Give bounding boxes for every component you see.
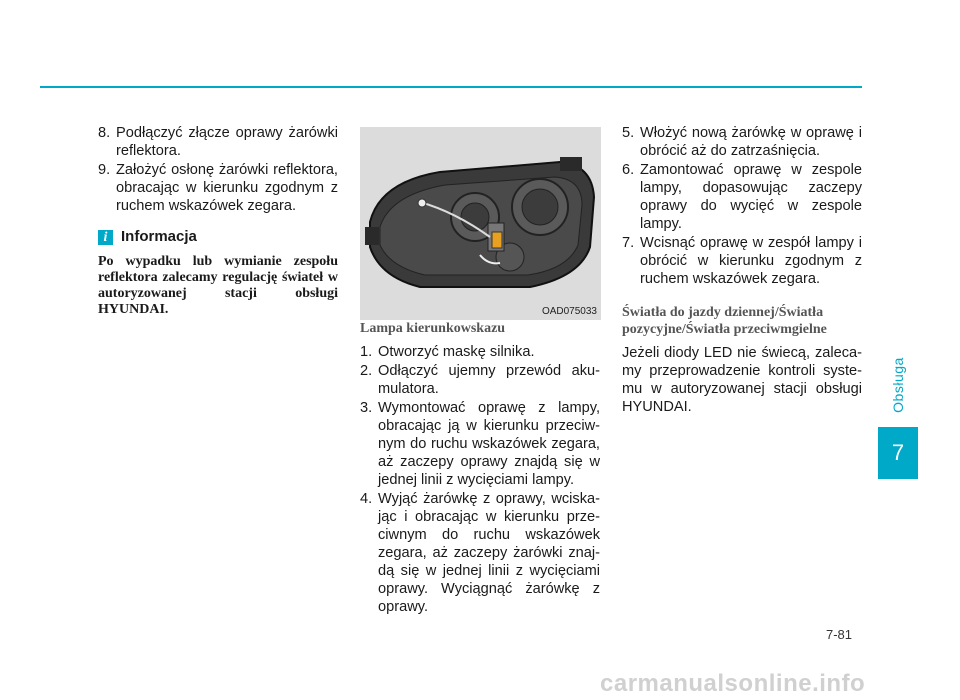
info-icon: i: [98, 230, 113, 245]
section-heading: Światła do jazdy dziennej/Światła pozycyjne/Światła przeciwmgielne: [622, 305, 827, 337]
step-number: 3.: [360, 400, 373, 416]
column-2: [360, 320, 600, 617]
figure-code: OAD075033: [541, 306, 597, 317]
body-paragraph: Jeżeli diody LED nie świecą, zaleca-my przeprowadzenie kontroli syste-mu w autoryzowanej stacji obsługi HYUNDAI.: [622, 345, 862, 415]
step-7: [622, 234, 862, 288]
step-text: Wyjąć żarówkę z oprawy, wciska-jąc i obracając w kierunku prze-ciwnym do ruchu wskazówek zegara, aż zaczepy żarówki znaj-dą się w jednej linii z wycięciami oprawy. Wyciągnąć żarówkę z oprawy.: [378, 491, 600, 615]
step-text: Wymontować oprawę z lampy, obracając ją w kierunku przeciw-nym do ruchu wskazówek zegara, aż zaczepy oprawy znajdą się w jednej linii z wycięciami lampy.: [378, 400, 600, 488]
step-text: Otworzyć maskę silnika.: [378, 344, 535, 360]
step-2: [360, 362, 600, 398]
watermark: carmanualsonline.info: [600, 670, 866, 697]
headlamp-illustration: [360, 127, 601, 320]
step-text: Wcisnąć oprawę w zespół lampy i obrócić w kierunku zgodnym z ruchem wskazówek zegara.: [640, 235, 862, 287]
info-body: Po wypadku lub wymianie zespołu reflektora zalecamy regulację świateł w autoryzowanej stacji obsługi HYUNDAI.: [98, 254, 338, 317]
page-number: 7-81: [826, 627, 853, 642]
step-text: Odłączyć ujemny przewód aku-mulatora.: [378, 363, 600, 397]
step-4: [360, 490, 600, 616]
step-3: [360, 399, 600, 489]
step-8: [98, 124, 338, 160]
step-text: Podłączyć złącze oprawy żarówki reflektora.: [116, 125, 338, 159]
step-number: 7.: [622, 235, 635, 251]
section-heading: Lampa kierunkowskazu: [360, 321, 506, 336]
info-header: [98, 228, 338, 246]
chapter-label: [878, 140, 918, 430]
step-text: Zamontować oprawę w zespole lampy, dopasowując zaczepy oprawy do wycięć w zespole lampy.: [640, 162, 862, 232]
top-rule: [40, 86, 862, 88]
info-title: Informacja: [121, 228, 197, 245]
step-number: 2.: [360, 363, 373, 379]
step-number: 6.: [622, 162, 635, 178]
step-1: [360, 343, 600, 361]
step-6: [622, 161, 862, 233]
step-number: 9.: [98, 162, 111, 178]
chapter-number: 7: [878, 427, 918, 479]
chapter-side-tab: [878, 140, 918, 470]
step-number: 5.: [622, 125, 635, 141]
step-number: 8.: [98, 125, 111, 141]
step-9: [98, 161, 338, 215]
column-3: [622, 124, 862, 416]
column-1: [98, 124, 338, 318]
chapter-label-text: Obsługa: [890, 357, 906, 413]
step-text: Założyć osłonę żarówki reflektora, obracając w kierunku zgodnym z ruchem wskazówek zegara.: [116, 162, 338, 214]
step-text: Włożyć nową żarówkę w oprawę i obrócić aż do zatrzaśnięcia.: [640, 125, 862, 159]
step-number: 4.: [360, 491, 373, 507]
step-number: 1.: [360, 344, 373, 360]
step-5: [622, 124, 862, 160]
headlamp-figure: [360, 127, 601, 320]
